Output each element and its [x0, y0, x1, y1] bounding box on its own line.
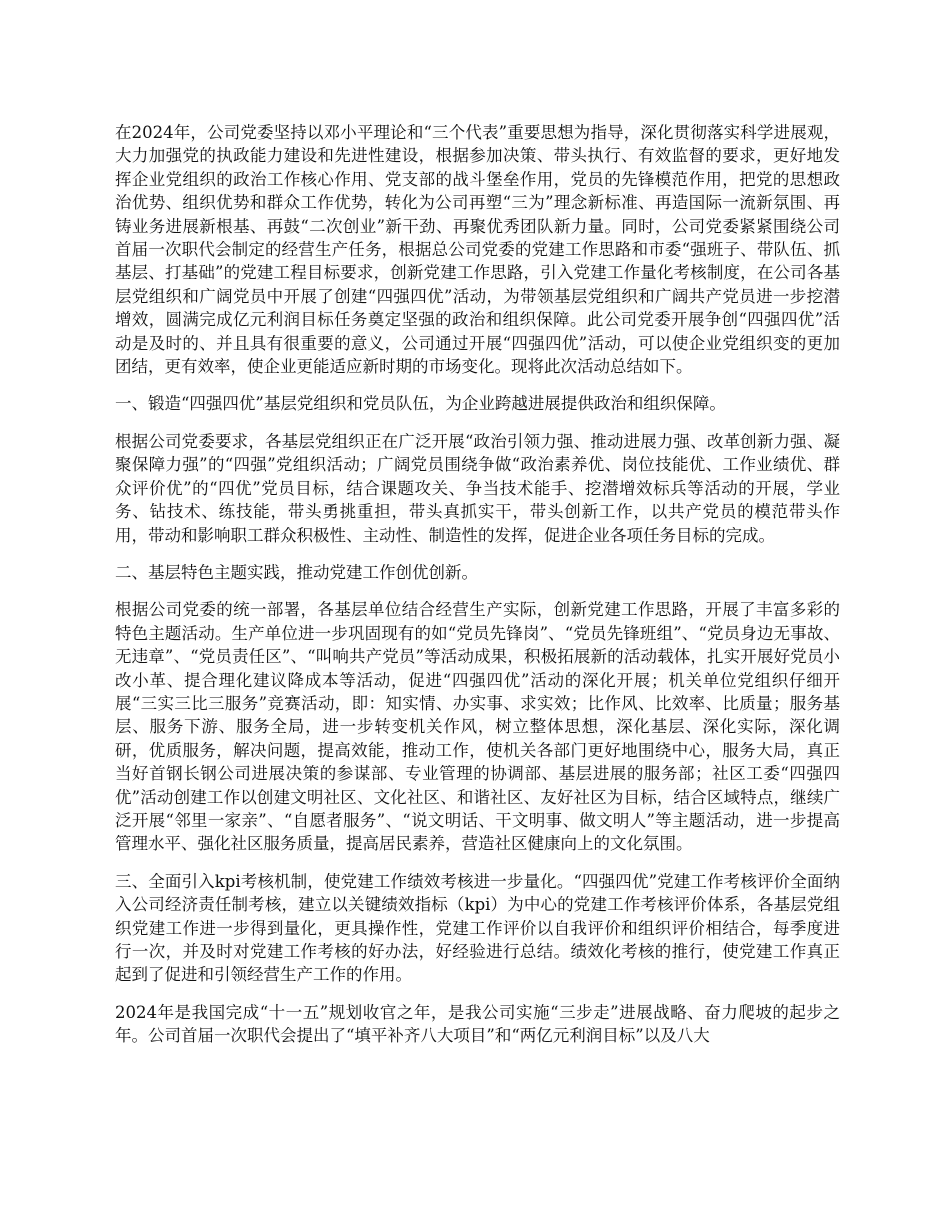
section-heading-2: 二、基层特色主题实践，推动党建工作创优创新。 [115, 562, 478, 582]
section-heading-1: 一、锻造“四强四优”基层党组织和党员队伍，为企业跨越进展提供政治和组织保障。 [115, 394, 726, 414]
section-paragraph-1: 根据公司党委要求，各基层党组织正在广泛开展“政治引领力强、推动进展力强、改革创新力强、凝聚保障力强”的“四强”党组织活动；广阔党员围绕争做“政治素养优、岗位技能优、工作业绩优、群众评价优”的“四优”党员目标，结合课题攻关、争当技术能手、挖潜增效标兵等活动的开展，学业务、钻技术、练技能，带头勇挑重担，带头真抓实干，带头创新工作，以共产党员的模范带头作用，带动和影响职工群众积极性、主动性、制造性的发挥，促进企业各项任务目标的完成。 [115, 431, 840, 545]
section-paragraph-2: 根据公司党委的统一部署，各基层单位结合经营生产实际，创新党建工作思路，开展了丰富多彩的特色主题活动。生产单位进一步巩固现有的如“党员先锋岗”、“党员先锋班组”、“党员身边无事故、无违章”、“党员责任区”、“叫响共产党员”等活动成果，积极拓展新的活动载体，扎实开展好党员小改小革、提合理化建议降成本等活动，促进“四强四优”活动的深化开展；机关单位党组织仔细开展“三实三比三服务”竞赛活动，即：知实情、办实事、求实效；比作风、比效率、比质量；服务基层、服务下游、服务全局，进一步转变机关作风，树立整体思想，深化基层、深化实际，深化调研，优质服务，解决问题，提高效能，推动工作，使机关各部门更好地围绕中心，服务大局，真正当好首钢长钢公司进展决策的参谋部、专业管理的协调部、基层进展的服务部；社区工委“四强四优”活动创建工作以创建文明社区、文化社区、和谐社区、友好社区为目标，结合区域特点，继续广泛开展“邻里一家亲”、“自愿者服务”、“说文明话、干文明事、做文明人”等主题活动，进一步提高管理水平、强化社区服务质量，提高居民素养，营造社区健康向上的文化氛围。 [115, 600, 840, 854]
section-paragraph-3: 三、全面引入kpi考核机制，使党建工作绩效考核进一步量化。“四强四优”党建工作考核评价全面纳入公司经济责任制考核，建立以关键绩效指标（kpi）为中心的党建工作考核评价体系，各基层党组织党建工作进一步得到量化，更具操作性，党建工作评价以自我评价和组织评价相结合，每季度进行一次，并及时对党建工作考核的好办法，好经验进行总结。绩效化考核的推行，使党建工作真正起到了促进和引领经营生产工作的作用。 [115, 871, 840, 985]
document-body [115, 121, 840, 1062]
closing-paragraph: 2024年是我国完成“十一五”规划收官之年，是我公司实施“三步走”进展战略、奋力爬坡的起步之年。公司首届一次职代会提出了“填平补齐八大项目”和“两亿元利润目标”以及八大 [115, 1002, 840, 1046]
intro-paragraph: 在2024年，公司党委坚持以邓小平理论和“三个代表”重要思想为指导，深化贯彻落实科学进展观，大力加强党的执政能力建设和先进性建设，根据参加决策、带头执行、有效监督的要求，更好地发挥企业党组织的政治工作核心作用、党支部的战斗堡垒作用，党员的先锋模范作用，把党的思想政治优势、组织优势和群众工作优势，转化为公司再塑“三为”理念新标准、再造国际一流新氛围、再铸业务进展新根基、再鼓“二次创业”新干劲、再聚优秀团队新力量。同时，公司党委紧紧围绕公司首届一次职代会制定的经营生产任务，根据总公司党委的党建工作思路和市委“强班子、带队伍、抓基层、打基础”的党建工程目标要求，创新党建工作思路，引入党建工作量化考核制度，在公司各基层党组织和广阔党员中开展了创建“四强四优”活动，为带领基层党组织和广阔共产党员进一步挖潜增效，圆满完成亿元利润目标任务奠定坚强的政治和组织保障。此公司党委开展争创“四强四优”活动是及时的、并且具有很重要的意义，公司通过开展“四强四优”活动，可以使企业党组织变的更加团结，更有效率，使企业更能适应新时期的市场变化。现将此次活动总结如下。 [115, 123, 840, 377]
